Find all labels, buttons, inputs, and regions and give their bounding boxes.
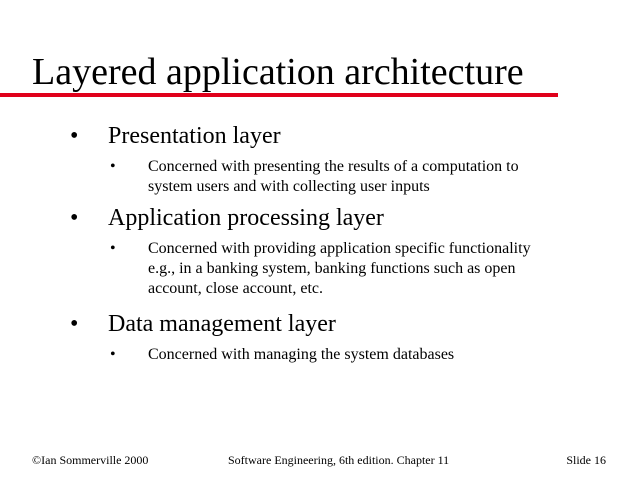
sub-bullet-icon: • <box>110 346 116 363</box>
bullet-text: Data management layer <box>108 311 336 337</box>
footer-copyright: ©Ian Sommerville 2000 <box>32 453 149 467</box>
sub-bullet-icon: • <box>110 240 116 257</box>
footer-slide-number: Slide 16 <box>566 453 606 467</box>
sub-bullet-line: system users and with collecting user inputs <box>148 178 430 195</box>
bullet-icon: • <box>70 205 79 231</box>
sub-bullet-line: account, close account, etc. <box>148 280 324 297</box>
bullet-text: Application processing layer <box>108 205 384 231</box>
sub-bullet-text <box>148 239 580 299</box>
sub-bullet-line: e.g., in a banking system, banking functions such as open <box>148 260 516 277</box>
slide-title: Layered application architecture <box>32 51 524 93</box>
sub-bullet-line: Concerned with presenting the results of a computation to <box>148 158 519 175</box>
bullet-icon: • <box>70 123 79 149</box>
bullet-icon: • <box>70 311 79 337</box>
footer-book-title: Software Engineering, 6th edition. Chapter 11 <box>228 453 450 467</box>
sub-bullet-text <box>148 157 580 197</box>
sub-bullet-text <box>148 345 580 365</box>
sub-bullet-icon: • <box>110 158 116 175</box>
bullet-text: Presentation layer <box>108 123 281 149</box>
sub-bullet-line: Concerned with providing application specific functionality <box>148 240 531 257</box>
sub-bullet-line: Concerned with managing the system databases <box>148 346 455 363</box>
